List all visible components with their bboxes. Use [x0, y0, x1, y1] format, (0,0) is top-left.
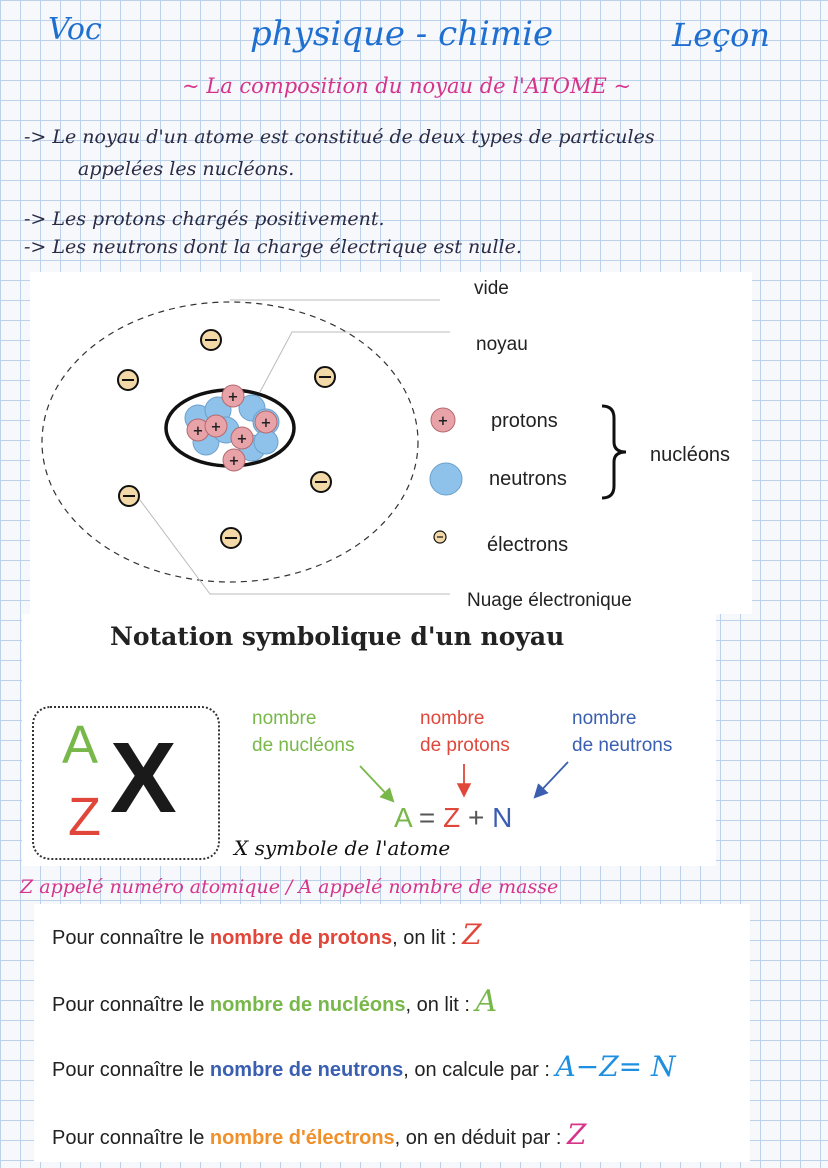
rule-text: Pour connaître le — [52, 994, 210, 1016]
handwritten-note: Z appelé numéro atomique / A appelé nombre de masse — [20, 876, 559, 898]
label-nombre-neutrons-2: de neutrons — [572, 735, 673, 756]
rule-text: Pour connaître le — [52, 1059, 210, 1081]
rule-highlight: nombre d'électrons — [209, 1127, 395, 1149]
rule-row-nucleons — [52, 984, 497, 1019]
svg-text:+: + — [228, 454, 240, 469]
eq-Z: Z — [443, 802, 461, 833]
arrow-nucleons — [360, 766, 392, 800]
rule-row-electrons — [52, 1118, 586, 1151]
eq-N: N — [492, 802, 513, 833]
svg-text:+: + — [210, 420, 222, 435]
nuage-leader-line — [140, 500, 450, 594]
rule-row-neutrons — [52, 1050, 676, 1083]
nucleons-brace — [602, 406, 626, 498]
rule-text: , on calcule par : — [403, 1059, 556, 1081]
voc-label: Voc — [48, 12, 102, 47]
label-nombre-protons-2: de protons — [420, 735, 510, 756]
notation-arrows — [22, 614, 716, 866]
atom-diagram-panel — [30, 272, 752, 614]
label-noyau: noyau — [476, 334, 528, 355]
label-nombre-nucleons-1: nombre — [252, 708, 317, 729]
rule-highlight: nombre de neutrons — [209, 1059, 404, 1081]
eq-equals: = — [411, 802, 444, 833]
label-nombre-nucleons-2: de nucléons — [252, 735, 355, 756]
symbol-note: X symbole de l'atome — [234, 836, 451, 860]
neutron — [254, 430, 278, 454]
label-nuage-electronique: Nuage électronique — [467, 590, 632, 611]
rule-row-protons — [52, 918, 482, 951]
symbol-Z: Z — [68, 787, 101, 847]
label-nombre-neutrons-1: nombre — [572, 708, 637, 729]
label-nombre-protons-1: nombre — [420, 708, 485, 729]
label-nucleons: nucléons — [650, 444, 731, 466]
eq-plus: + — [460, 802, 493, 833]
intro-line-1: -> Le noyau d'un atome est constitué de deux types de particules — [24, 126, 655, 148]
rule-text: Pour connaître le — [52, 1127, 210, 1149]
eq-A: A — [394, 802, 412, 833]
notation-title: Notation symbolique d'un noyau — [110, 622, 565, 651]
rule-answer: A — [475, 984, 498, 1019]
rule-answer: Z — [462, 918, 482, 951]
legend-neutron-icon — [430, 463, 462, 495]
noyau-leader-line — [260, 332, 450, 392]
equation — [394, 802, 512, 834]
svg-text:+: + — [260, 416, 272, 431]
notation-panel — [22, 614, 716, 866]
rule-text: , on lit : — [392, 927, 463, 949]
rule-highlight: nombre de protons — [209, 927, 393, 949]
intro-line-4: -> Les neutrons dont la charge électrique est nulle. — [24, 236, 522, 258]
intro-line-2: appelées les nucléons. — [78, 158, 295, 180]
intro-line-3: -> Les protons chargés positivement. — [24, 208, 385, 230]
rule-answer: Z — [567, 1118, 587, 1151]
label-protons: protons — [491, 410, 558, 432]
rule-text: , on en déduit par : — [394, 1127, 568, 1149]
atom-diagram — [30, 272, 752, 614]
arrow-neutrons — [536, 762, 568, 796]
rule-text: Pour connaître le — [52, 927, 210, 949]
svg-text:+: + — [227, 390, 239, 405]
label-electrons: électrons — [487, 534, 569, 556]
svg-text:+: + — [437, 414, 449, 429]
label-vide: vide — [474, 278, 509, 299]
lesson-subtitle: ~ La composition du noyau de l'ATOME ~ — [182, 74, 632, 98]
page-title: physique - chimie — [250, 14, 554, 54]
rule-text: , on lit : — [405, 994, 476, 1016]
symbol-A: A — [62, 715, 99, 775]
label-neutrons: neutrons — [489, 468, 567, 490]
symbol-X: X — [110, 722, 177, 834]
rule-highlight: nombre de nucléons — [209, 994, 406, 1016]
svg-text:+: + — [236, 432, 248, 447]
lesson-label: Leçon — [672, 16, 770, 54]
svg-text:+: + — [192, 424, 204, 439]
rule-answer: A−Z= N — [555, 1050, 676, 1083]
